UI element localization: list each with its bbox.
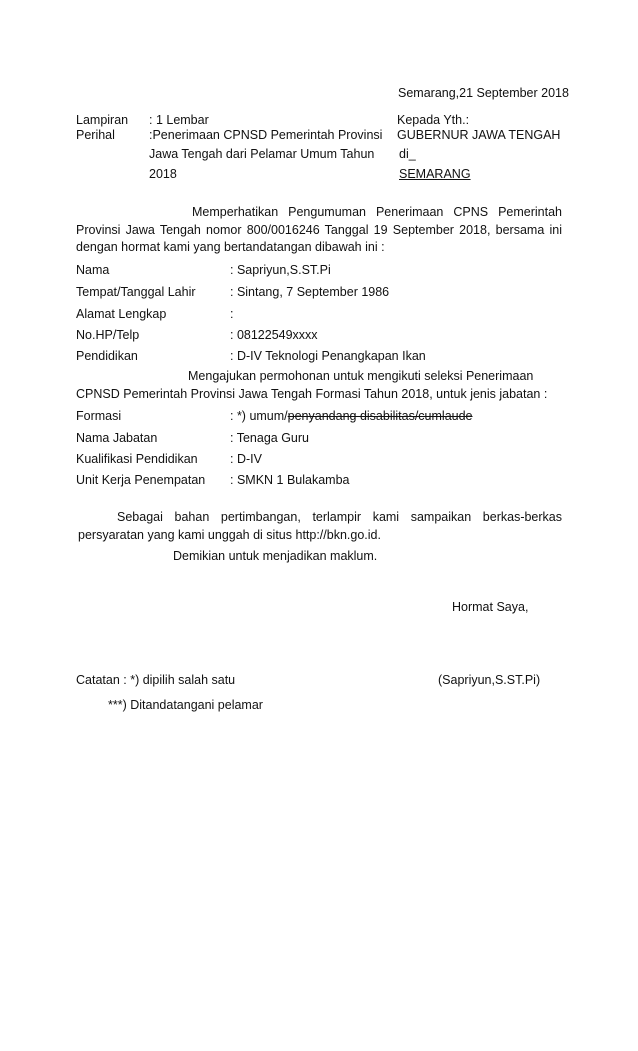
- perihal-label: Perihal: [76, 128, 115, 142]
- regards: Hormat Saya,: [452, 600, 529, 614]
- formasi-value-struck: penyandang disabilitas/cumlaude: [287, 409, 473, 423]
- recipient-title: GUBERNUR JAWA TENGAH: [397, 128, 561, 142]
- nama-label: Nama: [76, 263, 110, 277]
- pendidikan-value: : D-IV Teknologi Penangkapan Ikan: [230, 349, 426, 363]
- pendidikan-label: Pendidikan: [76, 349, 138, 363]
- alamat-value: :: [230, 307, 234, 321]
- recipient-di: di_: [399, 147, 416, 161]
- kualifikasi-value: : D-IV: [230, 452, 262, 466]
- signer-name: (Sapriyun,S.ST.Pi): [438, 673, 541, 687]
- intro-line-1: Memperhatikan Pengumuman Penerimaan CPNS Pemerintah: [192, 205, 562, 219]
- signed-note: ***) Ditandatangani pelamar: [108, 698, 263, 712]
- closing-line-3: Demikian untuk menjadikan maklum.: [173, 549, 378, 563]
- ttl-label: Tempat/Tanggal Lahir: [76, 285, 196, 299]
- intro-line-2: Provinsi Jawa Tengah nomor 800/0016246 Tanggal 19 September 2018, bersama ini: [76, 223, 562, 237]
- application-line-2: CPNSD Pemerintah Provinsi Jawa Tengah Formasi Tahun 2018, untuk jenis jabatan :: [76, 387, 548, 401]
- date-line: Semarang,21 September 2018: [398, 86, 569, 100]
- closing-line-2: persyaratan yang kami unggah di situs http://bkn.go.id.: [78, 528, 381, 542]
- perihal-value-year: 2018: [149, 167, 177, 181]
- jabatan-value: : Tenaga Guru: [230, 431, 309, 445]
- intro-line-3: dengan hormat kami yang bertandatangan dibawah ini :: [76, 240, 385, 254]
- catatan-note: Catatan : *) dipilih salah satu: [76, 673, 236, 687]
- application-line-1: Mengajukan permohonan untuk mengikuti seleksi Penerimaan: [188, 369, 534, 383]
- recipient-city: SEMARANG: [399, 167, 471, 181]
- unit-label: Unit Kerja Penempatan: [76, 473, 206, 487]
- lampiran-label: Lampiran: [76, 113, 129, 127]
- lampiran-value: : 1 Lembar: [149, 113, 209, 127]
- nama-value: : Sapriyun,S.ST.Pi: [230, 263, 331, 277]
- perihal-value: :Penerimaan CPNSD Pemerintah Provinsi: [149, 128, 383, 142]
- unit-value: : SMKN 1 Bulakamba: [230, 473, 350, 487]
- perihal-value-cont: Jawa Tengah dari Pelamar Umum Tahun: [149, 147, 375, 161]
- alamat-label: Alamat Lengkap: [76, 307, 167, 321]
- formasi-value: [230, 408, 473, 424]
- formasi-value-prefix: : *) umum/: [230, 409, 288, 423]
- hp-value: : 08122549xxxx: [230, 328, 318, 342]
- ttl-value: : Sintang, 7 September 1986: [230, 285, 390, 299]
- formasi-label: Formasi: [76, 409, 122, 423]
- recipient-greeting: Kepada Yth.:: [397, 113, 470, 127]
- jabatan-label: Nama Jabatan: [76, 431, 158, 445]
- closing-line-1: Sebagai bahan pertimbangan, terlampir kami sampaikan berkas-berkas: [117, 510, 562, 524]
- kualifikasi-label: Kualifikasi Pendidikan: [76, 452, 198, 466]
- hp-label: No.HP/Telp: [76, 328, 140, 342]
